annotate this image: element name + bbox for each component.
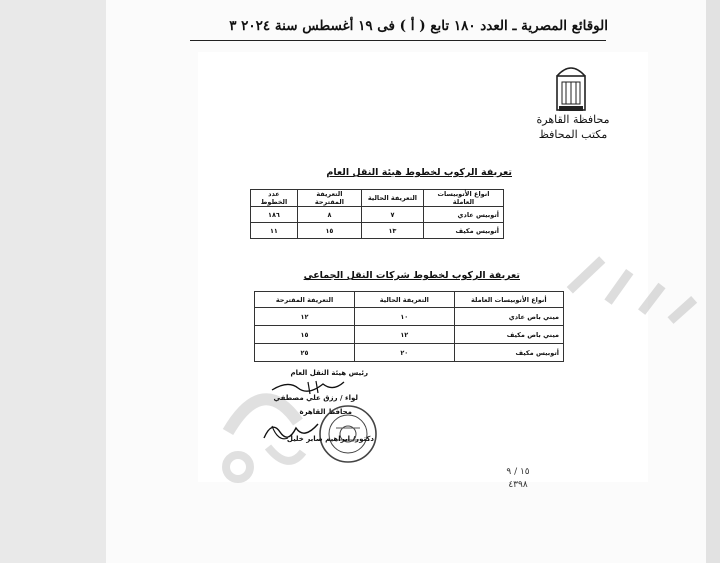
- table-header-cell: التعريفة المقترحة: [297, 190, 361, 207]
- table-row: [251, 223, 504, 239]
- table-cell: ١٥: [255, 326, 355, 344]
- table-cell: ١٥: [297, 223, 361, 239]
- cairo-governorate-logo-icon: [554, 62, 588, 114]
- table-header-cell: التعريفة المقترحة: [255, 292, 355, 308]
- table-cell: ١١: [251, 223, 298, 239]
- right-margin: [706, 0, 720, 563]
- table-header-cell: التعريفة الحالية: [361, 190, 423, 207]
- header-rule: [190, 40, 606, 41]
- collective-transport-fare-table: [254, 291, 564, 362]
- public-transport-fare-table: [250, 189, 504, 239]
- table-header-cell: أنواع الأتوبيسات العاملة: [454, 292, 563, 308]
- table-row: [255, 308, 564, 326]
- left-margin: [0, 0, 106, 563]
- table2-title: تعريفة الركوب لخطوط شركات النقل الجماعي: [303, 270, 520, 281]
- signature-name-1: لواء / رزق علي مصطفي: [273, 394, 358, 402]
- table-cell: ميني باص عادي: [454, 308, 563, 326]
- table-row: [251, 207, 504, 223]
- logo-line1: محافظة القاهرة: [536, 113, 610, 126]
- table-header-cell: انواع الأتوبيسات العاملة: [423, 190, 503, 207]
- table-cell: ٧: [361, 207, 423, 223]
- table-cell: ١٢: [355, 326, 455, 344]
- table-row: [255, 326, 564, 344]
- table-header-row: [251, 190, 504, 207]
- table1-title: تعريفة الركوب لخطوط هيئة النقل العام: [326, 167, 512, 178]
- scanned-document: [198, 52, 648, 482]
- logo-caption: [528, 112, 618, 142]
- table-row: [255, 344, 564, 362]
- table-header-cell: عدد الخطوط: [251, 190, 298, 207]
- logo-line2: مكتب المحافظ: [538, 128, 608, 141]
- page-header: الوقائع المصرية ـ العدد ١٨٠ تابع ( أ ) فى ١٩ أغسطس سنة ٢٠٢٤ ٣: [229, 18, 608, 34]
- handwritten-line2: ٤٣٩٨: [508, 480, 528, 490]
- gazette-page: [106, 0, 706, 563]
- table-cell: ٢٠: [355, 344, 455, 362]
- table-cell: أتوبيس عادي: [423, 207, 503, 223]
- table-header-cell: التعريفة الحالية: [355, 292, 455, 308]
- table-cell: ٢٥: [255, 344, 355, 362]
- handwritten-line1: ١٥ / ٩: [506, 467, 530, 477]
- table-cell: ١٢: [255, 308, 355, 326]
- table-cell: ميني باص مكيف: [454, 326, 563, 344]
- table-header-row: [255, 292, 564, 308]
- watermark-right: [557, 240, 709, 344]
- table-cell: ١٠: [355, 308, 455, 326]
- table-cell: أتوبيس مكيف: [454, 344, 563, 362]
- handwritten-note: [488, 466, 548, 506]
- table-cell: ١٨٦: [251, 207, 298, 223]
- table-cell: ١٣: [361, 223, 423, 239]
- watermark-stamp-icon: [557, 240, 709, 344]
- table-cell: ٨: [297, 207, 361, 223]
- signature-name-2: دكتور/ ابراهيم صابر خليل: [286, 435, 374, 443]
- table-cell: أتوبيس مكيف: [423, 223, 503, 239]
- signature-title-1: رئيس هيئة النقل العام: [290, 369, 368, 377]
- signature-title-2: محافظ القاهرة: [299, 408, 352, 416]
